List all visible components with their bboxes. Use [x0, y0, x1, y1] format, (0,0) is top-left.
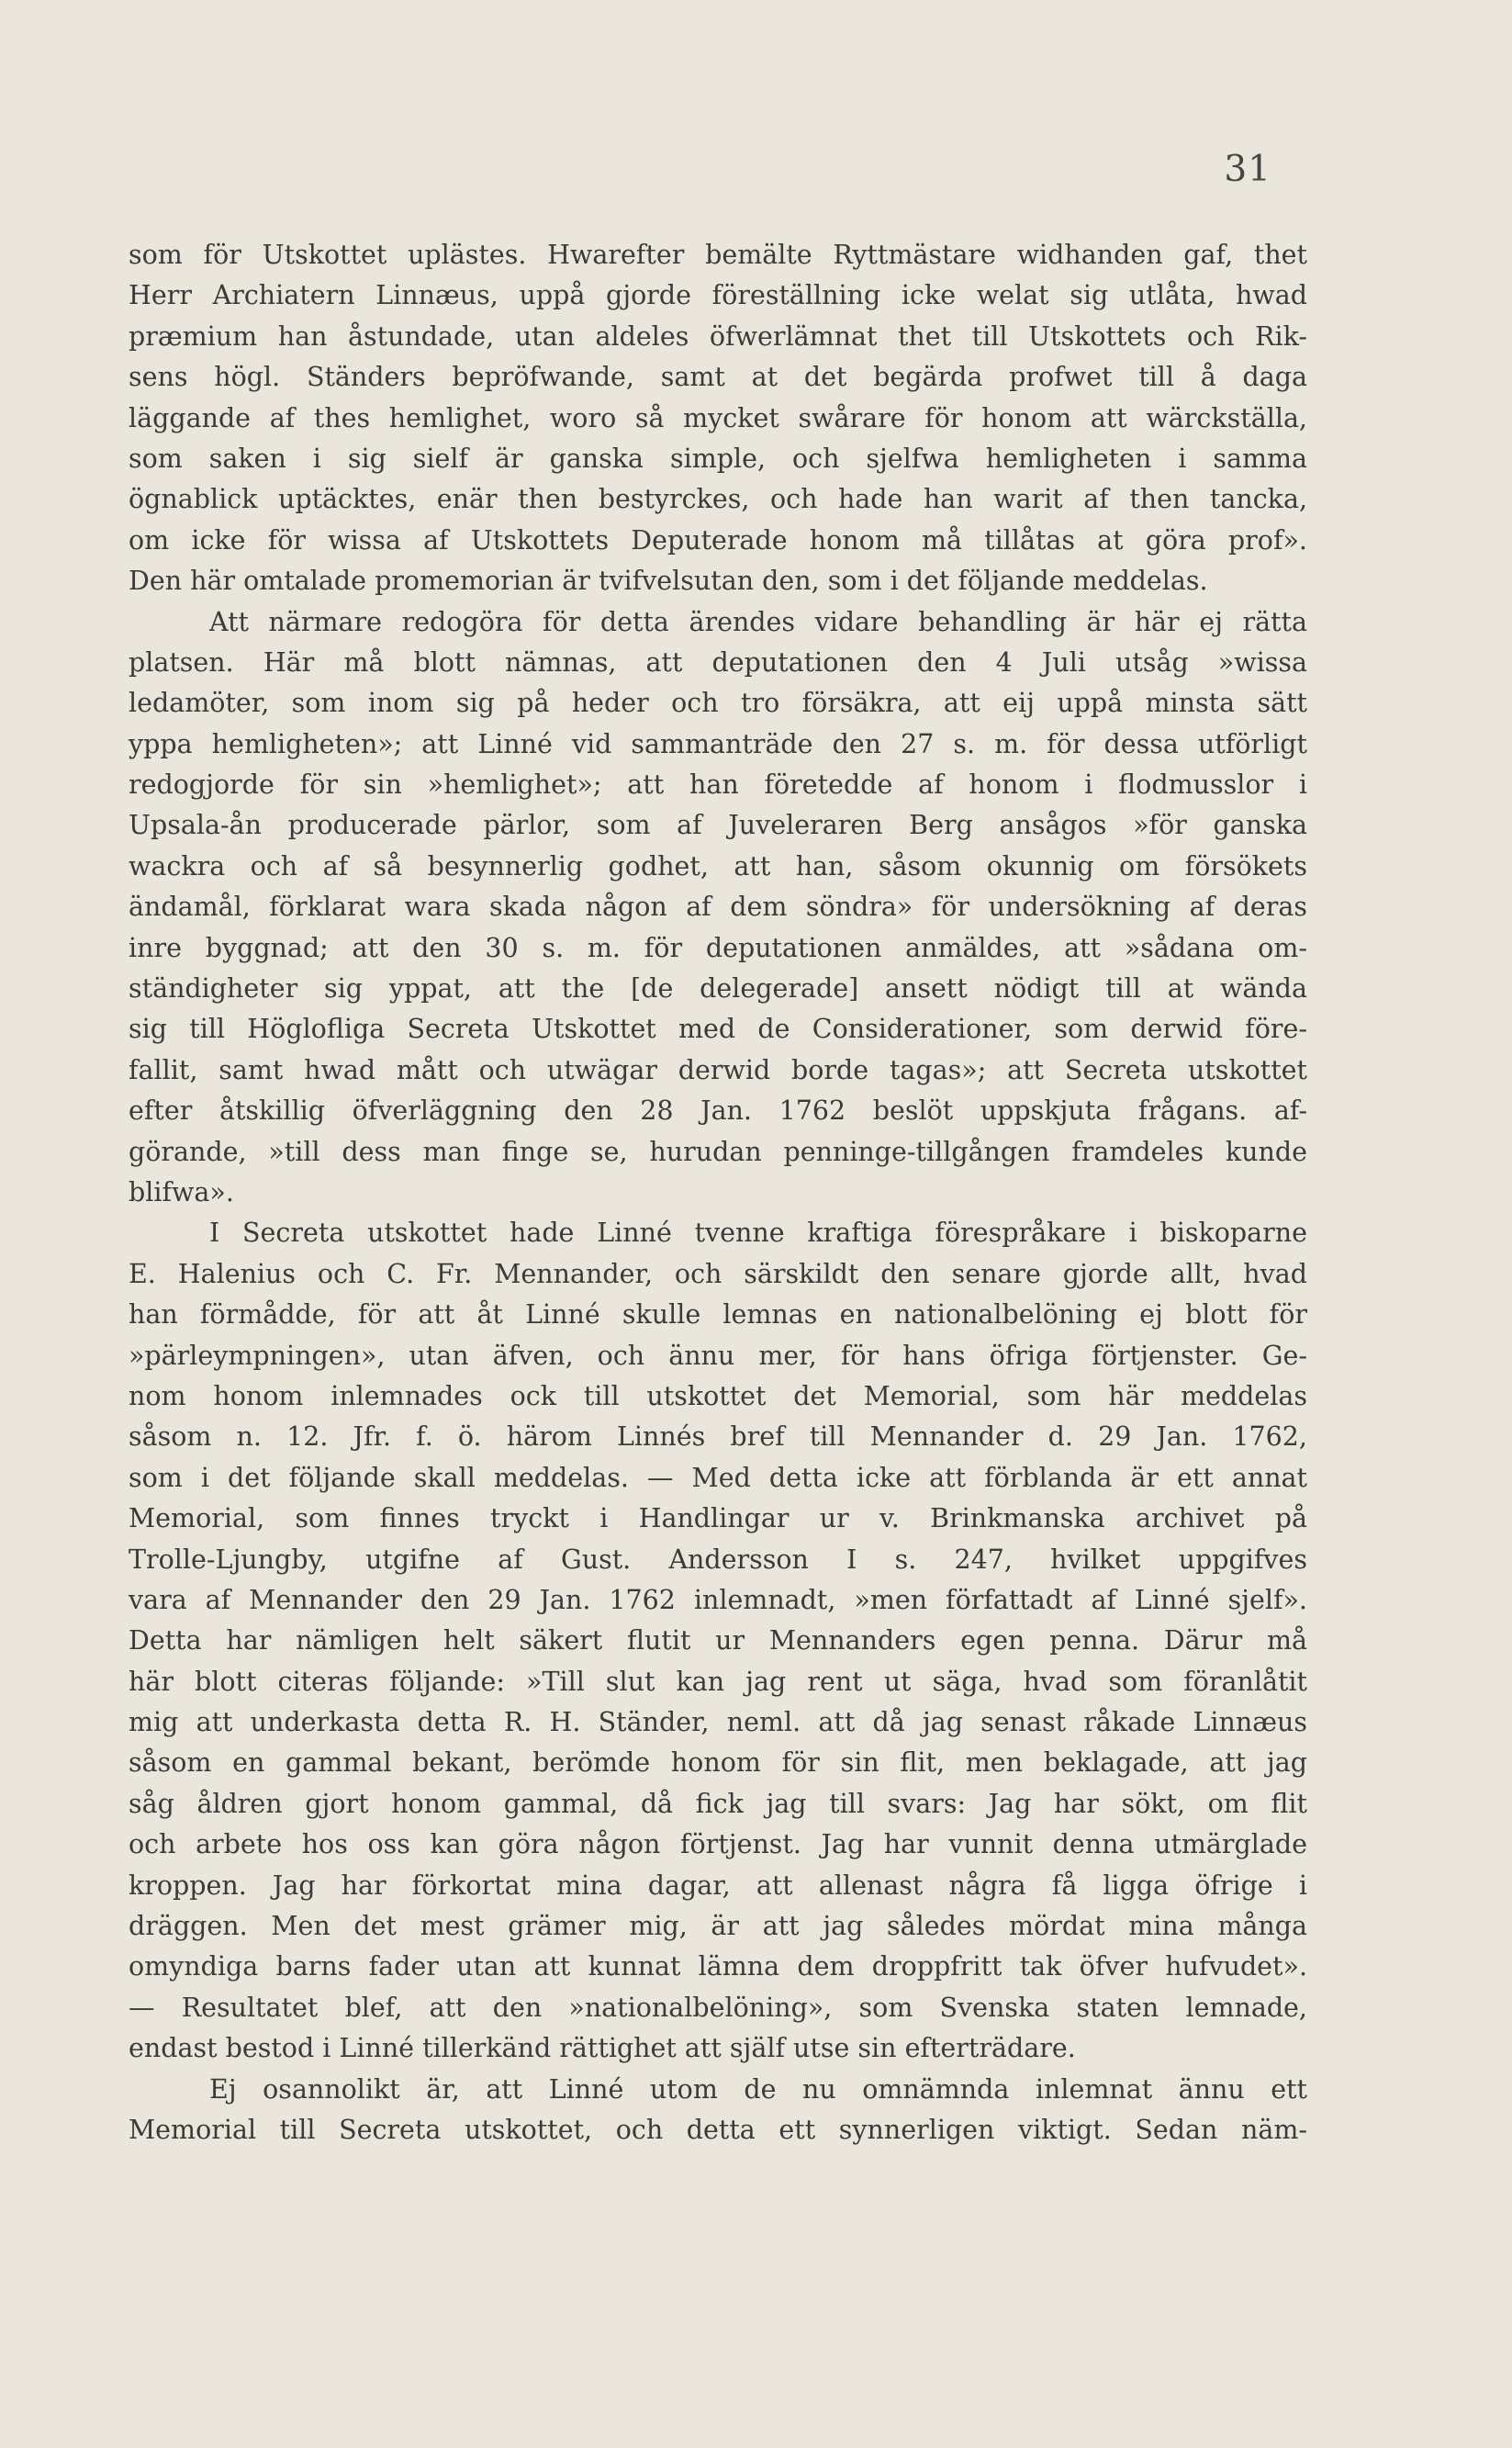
text-line: Herr Archiatern Linnæus, uppå gjorde föreställning icke welat sig utlåta, hwad — [129, 280, 1307, 311]
text-line: och arbete hos oss kan göra någon förtjenst. Jag har vunnit denna utmärglade — [129, 1829, 1307, 1860]
text-line: blifwa». — [129, 1176, 234, 1207]
text-line: som saken i sig sielf är ganska simple, och sjelfwa hemligheten i samma — [129, 443, 1307, 474]
text-line: wackra och af så besynnerlig godhet, att han, såsom okunnig om försökets — [129, 850, 1307, 882]
text-line: E. Halenius och C. Fr. Mennander, och särskildt den senare gjorde allt, hvad — [129, 1258, 1307, 1289]
text-line: Den här omtalade promemorian är tvifvelsutan den, som i det följande meddelas. — [129, 566, 1208, 597]
text-line: Detta har nämligen helt säkert flutit ur Mennanders egen penna. Därur må — [129, 1625, 1307, 1656]
page-number: 31 — [1224, 149, 1271, 190]
text-line: kroppen. Jag har förkortat mina dagar, att allenast några få ligga öfrige i — [129, 1870, 1307, 1901]
text-line: efter åtskillig öfverläggning den 28 Jan. 1762 beslöt uppskjuta frågans. af- — [129, 1095, 1307, 1127]
text-line: här blott citeras följande: »Till slut kan jag rent ut säga, hvad som föranlåtit — [129, 1666, 1307, 1697]
text-line: omyndiga barns fader utan att kunnat lämna dem droppfritt tak öfver hufvudet». — [129, 1951, 1307, 1982]
text-line: dräggen. Men det mest grämer mig, är att jag således mördat mina många — [129, 1911, 1307, 1942]
text-line: om icke för wissa af Utskottets Deputerade honom må tillåtas at göra prof». — [129, 524, 1307, 556]
text-line: som i det följande skall meddelas. — Med detta icke att förblanda är ett annat — [129, 1462, 1307, 1493]
text-line: platsen. Här må blott nämnas, att deputationen den 4 Juli utsåg »wissa — [129, 646, 1307, 678]
text-line: sig till Höglofliga Secreta Utskottet med de Considerationer, som derwid före- — [129, 1014, 1307, 1045]
text-line: sens högl. Ständers bepröfwande, samt at det begärda profwet till å daga — [129, 362, 1307, 393]
text-line: Memorial till Secreta utskottet, och detta ett synnerligen viktigt. Sedan näm- — [129, 2114, 1307, 2145]
text-line: Att närmare redogöra för detta ärendes vidare behandling är här ej rätta — [209, 606, 1307, 637]
text-line: läggande af thes hemlighet, woro så mycket swårare för honom att wärckställa, — [129, 402, 1307, 433]
text-line: — Resultatet blef, att den »nationalbelöning», som Svenska staten lemnade, — [129, 1992, 1307, 2023]
text-line: ögnablick uptäcktes, enär then bestyrckes, och hade han warit af then tancka, — [129, 484, 1307, 515]
text-line: Upsala-ån producerade pärlor, som af Juveleraren Berg ansågos »för ganska — [129, 810, 1307, 841]
text-line: Trolle-Ljungby, utgifne af Gust. Andersson I s. 247, hvilket uppgifves — [129, 1544, 1307, 1575]
text-line: såsom en gammal bekant, berömde honom för sin flit, men beklagade, att jag — [129, 1747, 1307, 1779]
text-line: han förmådde, för att åt Linné skulle lemnas en nationalbelöning ej blott för — [129, 1299, 1307, 1331]
text-line: nom honom inlemnades ock till utskottet det Memorial, som här meddelas — [129, 1380, 1307, 1411]
text-line: præmium han åstundade, utan aldeles öfwerlämnat thet till Utskottets och Rik- — [129, 320, 1307, 352]
text-line: såsom n. 12. Jfr. f. ö. härom Linnés bref till Mennander d. 29 Jan. 1762, — [129, 1421, 1307, 1453]
text-line: fallit, samt hwad mått och utwägar derwid borde tagas»; att Secreta utskottet — [129, 1054, 1307, 1085]
text-line: ledamöter, som inom sig på heder och tro försäkra, att eij uppå minsta sätt — [129, 688, 1307, 719]
text-line: mig att underkasta detta R. H. Ständer, neml. att då jag senast råkade Linnæus — [129, 1707, 1307, 1738]
text-line: redogjorde för sin »hemlighet»; att han företedde af honom i flodmusslor i — [129, 769, 1307, 801]
text-line: såg åldren gjort honom gammal, då fick jag till svars: Jag har sökt, om flit — [129, 1788, 1307, 1819]
text-line: Ej osannolikt är, att Linné utom de nu omnämnda inlemnat ännu ett — [209, 2073, 1307, 2105]
text-line: »pärleympningen», utan äfven, och ännu mer, för hans öfriga förtjenster. Ge- — [129, 1340, 1307, 1371]
text-line: ändamål, förklarat wara skada någon af dem söndra» för undersökning af deras — [129, 892, 1307, 923]
text-line: vara af Mennander den 29 Jan. 1762 inlemnadt, »men författadt af Linné sjelf». — [129, 1584, 1307, 1615]
text-line: görande, »till dess man finge se, hurudan penninge-tillgången framdeles kunde — [129, 1136, 1307, 1167]
text-line: I Secreta utskottet hade Linné tvenne kraftiga förespråkare i biskoparne — [209, 1218, 1307, 1249]
text-line: som för Utskottet uplästes. Hwarefter bemälte Ryttmästare widhanden gaf, thet — [129, 240, 1307, 270]
text-line: Memorial, som finnes tryckt i Handlingar ur v. Brinkmanska archivet på — [129, 1503, 1307, 1534]
text-line: endast bestod i Linné tillerkänd rättighet att själf utse sin efterträdare. — [129, 2033, 1076, 2064]
text-line: yppa hemligheten»; att Linné vid sammanträde den 27 s. m. för dessa utförligt — [129, 728, 1307, 759]
text-line: inre byggnad; att den 30 s. m. för deputationen anmäldes, att »sådana om- — [129, 932, 1307, 963]
text-line: ständigheter sig yppat, att the [de delegerade] ansett nödigt till at wända — [129, 973, 1307, 1005]
body-text — [129, 235, 1307, 2150]
